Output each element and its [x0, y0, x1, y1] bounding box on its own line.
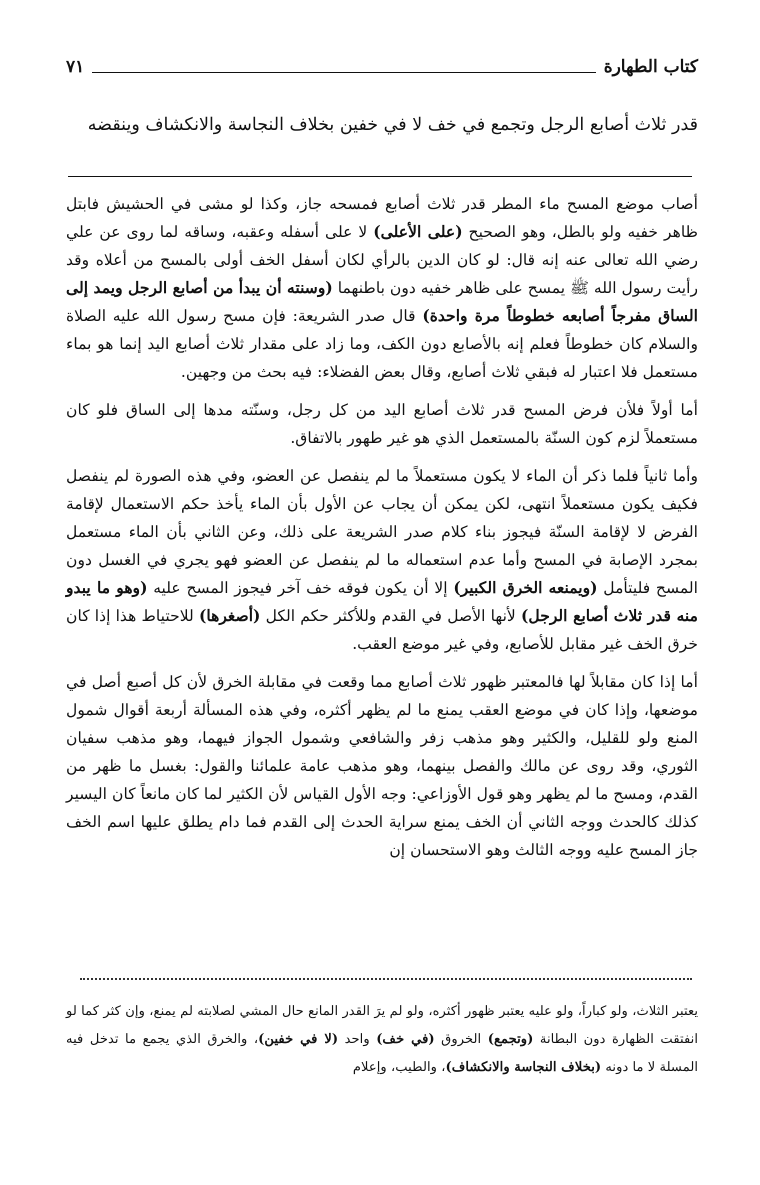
text-run: واحد	[338, 1032, 377, 1047]
text-run: لا على أسفله وعقبه، وساقه لما روى عن علي رضي الله تعالى عنه إنه قال: لو كان الدين بالرأي لكان أسفل الخف أولى بالمسح من أعلاه وقد رأيت رسول الله ﷺ يمسح على ظاهر خفيه دون باطنهما	[66, 223, 698, 297]
text-run: الخروق	[434, 1032, 488, 1047]
text-run: ، والطيب، وإعلام	[352, 1060, 446, 1075]
text-run: قال صدر الشريعة: فإن مسح رسول الله عليه الصلاة والسلام كان خطوطاً فعلم إنه بالأصابع دون الكف، وما زاد على مقدار ثلاث أصابع اليد إنما هو بماء مستعمل فلا اعتبار له فبقي ثلاث أصابع، وقال بعض الفضلاء: فيه بحث من وجهين.	[66, 307, 698, 381]
book-title: كتاب الطهارة	[603, 57, 698, 77]
quoted-matn: (وهو ما يبدو منه قدر ثلاث أصابع الرجل)	[66, 578, 698, 625]
commentary-paragraph-3	[66, 462, 698, 658]
commentary-paragraph-1	[66, 190, 698, 386]
footnote-separator	[80, 978, 692, 980]
main-text-divider	[68, 176, 692, 177]
commentary-paragraph-2: أما أولاً فلأن فرض المسح قدر ثلاث أصابع اليد من كل رجل، وسنّته مدها إلى الساق فلو كان مستعملاً لزم كون السنّة بالمستعمل الذي هو غير طهور بالاتفاق.	[66, 401, 698, 447]
quoted-matn: (ويمنعه الخرق الكبير)	[453, 578, 598, 597]
text-run: أما إذا كان مقابلاً لها فالمعتبر ظهور ثلاث أصابع مما وقعت في مقابلة الخرق لأن كل أصبع أصل في موضعها، وإذا كان في موضع العقب يمنع ما لم يظهر أكثره، وفي هذه المسألة أربعة أقوال شمول المنع ولو للقليل، والكثير وهو مذهب زفر والشافعي وشمول الجواز فيهما، وهو مذهب سفيان الثوري، وقد روى عن مالك والفصل بينهما، وهو مذهب عامة علمائنا والقول: بغسل ما ظهر من القدم، ومسح ما لم يظهر وهو قول الأوزاعي: وجه الأول القياس لأن الكثير لما كان مانعاً كان اليسير كذلك كالحدث ووجه الثاني أن الخف يمنع سراية الحدث إلى القدم فما دام يطلق عليها اسم الخف جاز المسح عليه ووجه الثالث وهو الاستحسان إن	[66, 673, 698, 859]
running-header	[66, 52, 698, 82]
footnote	[66, 998, 698, 1082]
text-run: إلا أن يكون فوقه خف آخر فيجوز المسح عليه	[147, 579, 454, 597]
commentary	[66, 190, 698, 874]
quoted-matn: (وتجمع)	[487, 1032, 534, 1047]
quoted-matn: (لا في خفين)	[258, 1032, 339, 1047]
commentary-paragraph-4	[66, 668, 698, 864]
text-run: يعتبر الثلاث، ولو كباراً، ولو عليه يعتبر ظهور أكثره، ولو لم يرَ القدر المانع حال المشي لصلابته لم يمنع، وإن كثر كما لو انفتقت الظهارة دون البطانة	[66, 1004, 698, 1047]
header-rule	[92, 72, 595, 73]
text-run: لأنها الأصل في القدم وللأكثر حكم الكل	[260, 607, 521, 625]
main-text	[66, 110, 698, 140]
text-run: وأما ثانياً فلما ذكر أن الماء لا يكون مستعملاً ما لم ينفصل عن العضو، وفي هذه الصورة لم ينفصل فكيف يكون مستعملاً انتهى، لكن يمكن أن يجاب عن الأول بأن الماء يأخذ حكم الاستعمال لإقامة الفرض لا لإقامة السنّة فيجوز بناء كلام صدر الشريعة على ذلك، وعن الثاني بأن الماء مستعمل بمجرد الإصابة في المسح وأما عدم استعماله ما لم ينفصل عن العضو فهو يجري في الغسل دون المسح فليتأمل	[66, 467, 699, 597]
quoted-matn: (على الأعلى)	[373, 222, 463, 241]
text-run: للاحتياط هذا إذا كان خرق الخف غير مقابل للأصابع، وفي غير موضع العقب.	[66, 607, 698, 653]
quoted-matn: (بخلاف النجاسة والانكشاف)	[445, 1060, 602, 1075]
quoted-matn: (وسنته أن يبدأ من أصابع الرجل ويمد إلى الساق مفرجاً أصابعه خطوطاً مرة واحدة)	[66, 278, 698, 325]
quoted-matn: (أصغرها)	[198, 606, 261, 625]
text-run: أصاب موضع المسح ماء المطر قدر ثلاث أصابع فمسحه جاز، وكذا لو مشى في الحشيش فابتل ظاهر خفيه ولو بالطل، وهو الصحيح	[66, 195, 698, 241]
quoted-matn: (في خف)	[376, 1032, 435, 1047]
text-run: ، والخرق الذي يجمع ما تدخل فيه المسلة لا ما دونه	[66, 1032, 698, 1075]
main-text-line: قدر ثلاث أصابع الرجل وتجمع في خف لا في خفين بخلاف النجاسة والانكشاف وينقضه	[87, 115, 698, 135]
page-number: ٧١	[66, 57, 85, 77]
